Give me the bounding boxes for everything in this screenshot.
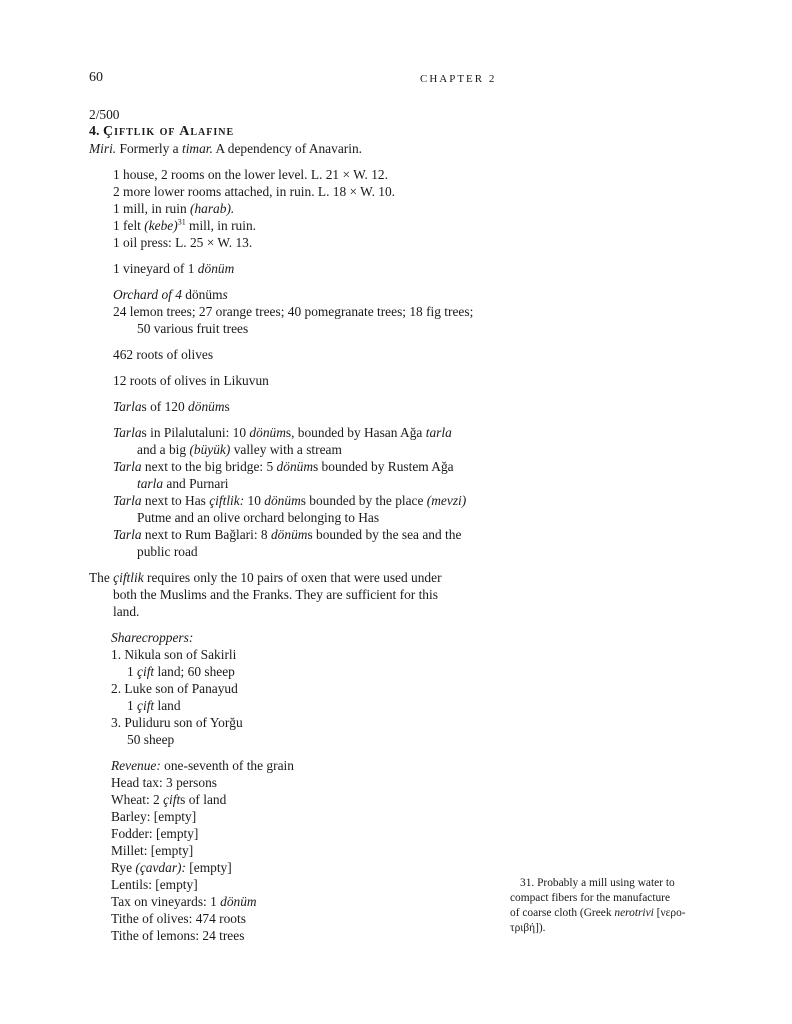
sharecroppers-heading: Sharecroppers: — [111, 630, 194, 645]
olives-line: 462 roots of olives — [113, 347, 214, 362]
tarla-entry: Tarla next to Rum Bağlari: 8 dönüms bounded by the sea and the — [113, 527, 462, 542]
running-head: CHAPTER 2 — [420, 73, 497, 85]
sharecroppers-list — [111, 629, 499, 646]
footnote-line: of coarse cloth (Greek nerotrivi [νερο- — [510, 907, 686, 919]
revenue-line: Millet: [empty] — [111, 843, 194, 858]
tarla-entry: Tarlas in Pilalutaluni: 10 dönüms, bounded by Hasan Ağa tarla — [113, 425, 452, 440]
revenue-line: Tithe of lemons: 24 trees — [111, 928, 245, 943]
building-line: 1 mill, in ruin (harab). — [113, 201, 235, 216]
orchard-line: 24 lemon trees; 27 orange trees; 40 pomegranate trees; 18 fig trees; — [113, 304, 474, 319]
revenue-line: Fodder: [empty] — [111, 826, 199, 841]
sharecropper-detail: 50 sheep — [127, 732, 175, 747]
entry-title-text: Çiftlik of Alafine — [103, 124, 235, 139]
tarla-entry: Tarla next to the big bridge: 5 dönüms bounded by Rustem Ağa — [113, 459, 454, 474]
main-text — [89, 106, 499, 944]
footnote-line: 31. Probably a mill using water to — [520, 877, 675, 889]
timar-term: timar. — [181, 141, 213, 156]
sharecropper-detail: 1 çift land — [127, 698, 181, 713]
subtitle-text: Formerly a — [116, 141, 182, 156]
entry-ref: 2/500 — [89, 107, 120, 122]
revenue-line: Wheat: 2 çifts of land — [111, 792, 227, 807]
olives-line: 12 roots of olives in Likuvun — [113, 373, 269, 388]
footnote-marker: 31 — [177, 217, 186, 227]
revenue-heading: Revenue: one-seventh of the grain — [111, 758, 294, 773]
building-line: 2 more lower rooms attached, in ruin. L. 18 × W. 10. — [113, 184, 396, 199]
subtitle-text: A dependency of Anavarin. — [212, 141, 362, 156]
sharecropper-item: 3. Puliduru son of Yorğu — [111, 715, 243, 730]
footnote-line: τριβή]). — [510, 922, 546, 934]
vineyard-line: 1 vineyard of 1 dönüm — [113, 261, 235, 276]
tarla-entry-cont: and a big (büyük) valley with a stream — [137, 442, 342, 457]
sharecropper-item: 2. Luke son of Panayud — [111, 681, 238, 696]
building-line: 1 oil press: L. 25 × W. 13. — [113, 235, 253, 250]
revenue-line: Tithe of olives: 474 roots — [111, 911, 246, 926]
building-line: 1 felt (kebe)$^{31}$ mill, in ruin. — [113, 217, 256, 233]
buildings-list — [113, 166, 499, 560]
tarla-entry-cont: Putme and an olive orchard belonging to Has — [137, 510, 380, 525]
entry-subtitle — [89, 140, 499, 157]
footnote-line: compact fibers for the manufacture — [510, 892, 671, 904]
revenue-line: Head tax: 3 persons — [111, 775, 217, 790]
footnote-31 — [510, 876, 706, 936]
requirement-para: The çiftlik requires only the 10 pairs of oxen that were used under — [89, 570, 442, 585]
building-line: 1 house, 2 rooms on the lower level. L. 21 × W. 12. — [113, 167, 388, 182]
revenue-line: Lentils: [empty] — [111, 877, 198, 892]
revenue-list — [111, 757, 499, 944]
sharecropper-item: 1. Nikula son of Sakirli — [111, 647, 237, 662]
revenue-line: Barley: [empty] — [111, 809, 197, 824]
tarlas-heading: Tarlas of 120 dönüms — [113, 399, 230, 414]
miri-label: Miri. — [89, 141, 117, 156]
sharecropper-detail: 1 çift land; 60 sheep — [127, 664, 235, 679]
tarla-entry-cont: public road — [137, 544, 198, 559]
tarla-entry: Tarla next to Has çiftlik: 10 dönüms bounded by the place (mevzi) — [113, 493, 467, 508]
revenue-line: Tax on vineyards: 1 dönüm — [111, 894, 257, 909]
tarla-entry-cont: tarla and Purnari — [137, 476, 229, 491]
orchard-heading: Orchard of 4 dönüms — [113, 287, 228, 302]
entry-number: 4. — [89, 124, 100, 139]
orchard-line: 50 various fruit trees — [137, 321, 249, 336]
entry-title — [89, 123, 499, 140]
revenue-line: Rye (çavdar): [empty] — [111, 860, 232, 875]
requirement-cont: both the Muslims and the Franks. They are sufficient for this — [113, 587, 438, 602]
page-number: 60 — [89, 70, 103, 85]
requirement-cont: land. — [113, 604, 140, 619]
